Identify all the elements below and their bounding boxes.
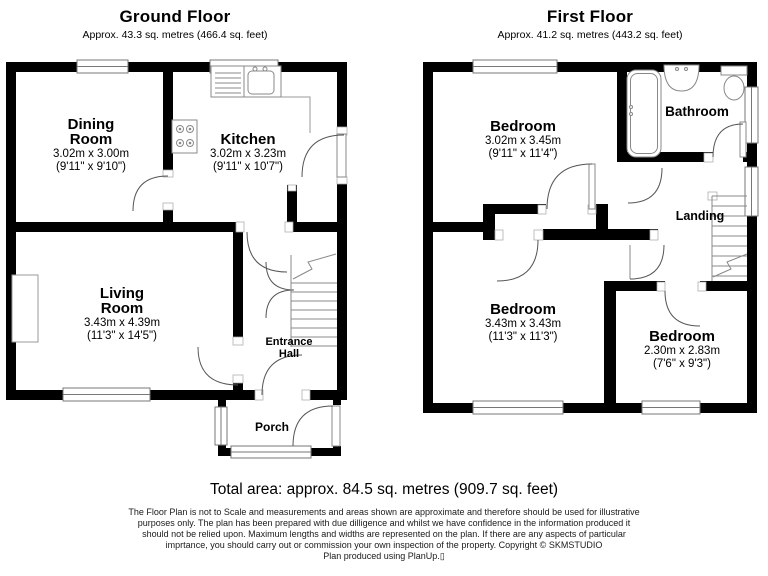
room-label-dining — [25, 117, 157, 174]
room-dims-metric: 3.02m x 3.00m — [52, 148, 130, 160]
window — [63, 388, 150, 401]
door-arc — [266, 262, 294, 290]
room-label-entrance-hall: Entrance Hall — [265, 336, 313, 360]
room-dims-metric: 2.30m x 2.83m — [643, 345, 721, 357]
room-dims-metric: 3.02m x 3.23m — [209, 148, 287, 160]
window — [642, 401, 700, 414]
disclaimer-line: The Floor Plan is not to Scale and measurements and areas shown are approximate and therefore should be used for illustrative — [128, 507, 640, 517]
produced-by-text: Plan produced using PlanUp.▯ — [323, 551, 445, 561]
door-arc — [713, 124, 743, 157]
room-dims-metric: 3.43m x 3.43m — [484, 318, 562, 330]
room-label-bedroom2 — [457, 302, 589, 344]
room-dims-metric: 3.43m x 4.39m — [83, 317, 161, 329]
total-area-text: Total area: approx. 84.5 sq. metres (909.7 sq. feet) — [209, 481, 559, 498]
room-label-porch: Porch — [254, 420, 290, 434]
disclaimer-line: purposes only. The plan has been prepared with due dilligence and whilst we have confidence in the information produced it — [137, 518, 631, 528]
room-dims-imperial: (11'3" x 14'5") — [87, 330, 157, 342]
bathtub-icon — [627, 70, 661, 157]
ground-floor-subtitle: Approx. 43.3 sq. metres (466.4 sq. feet) — [82, 29, 268, 41]
window — [745, 167, 758, 216]
window — [215, 407, 227, 445]
room-dims-imperial: (9'11" x 10'7") — [213, 161, 283, 173]
door-arc — [630, 245, 664, 279]
window — [473, 60, 557, 73]
room-name: Kitchen — [220, 131, 276, 148]
room-label-kitchen — [182, 132, 314, 174]
worktop-edge — [281, 97, 310, 133]
room-dims-imperial: (7'6" x 9'3") — [653, 358, 711, 370]
disclaimer-line: should not be relied upon. Maximum lengths and widths are represented on the plan. If there are any aspects of particular — [142, 529, 626, 539]
room-dims-metric: 3.02m x 3.45m — [484, 135, 562, 147]
staircase-icon — [291, 254, 337, 347]
room-dims-imperial: (9'11" x 11'4") — [488, 148, 558, 160]
door-arc — [628, 168, 662, 203]
room-label-bathroom: Bathroom — [665, 104, 729, 119]
room-name: Bedroom — [490, 301, 556, 318]
room-label-landing: Landing — [675, 209, 725, 223]
first-floor-door-leaves — [589, 122, 746, 279]
room-name: Bedroom — [649, 328, 715, 345]
door-arc — [497, 240, 538, 281]
toilet-icon — [721, 66, 747, 100]
first-floor-subtitle: Approx. 41.2 sq. metres (443.2 sq. feet) — [497, 29, 683, 41]
room-dims-imperial: (9'11" x 9'10") — [56, 161, 126, 173]
living-room-recess — [12, 275, 38, 342]
door-arc — [293, 406, 333, 446]
door-arc — [547, 164, 592, 209]
room-label-living — [56, 286, 188, 343]
disclaimer-line: imprtance, you should carry out or commission your own inspection of the property. Copyright © SKMSTUDIO — [165, 540, 603, 550]
window — [231, 446, 311, 458]
kitchen-sink-icon — [211, 66, 281, 97]
window — [77, 60, 128, 73]
room-name: Living Room — [99, 285, 145, 317]
window — [473, 401, 563, 414]
wash-basin-icon — [664, 65, 699, 91]
room-dims-imperial: (11'3" x 11'3") — [488, 331, 558, 343]
window — [745, 87, 758, 143]
room-label-bedroom3 — [616, 329, 748, 371]
door-arc — [198, 347, 238, 385]
room-name: Bedroom — [490, 118, 556, 135]
door-arc — [665, 291, 700, 326]
room-name: Dining Room — [67, 116, 115, 148]
door-arc — [247, 232, 287, 272]
door-arc — [266, 290, 294, 318]
first-floor-title: First Floor — [546, 7, 634, 26]
ground-floor-title: Ground Floor — [119, 7, 231, 26]
room-label-bedroom1 — [457, 119, 589, 161]
